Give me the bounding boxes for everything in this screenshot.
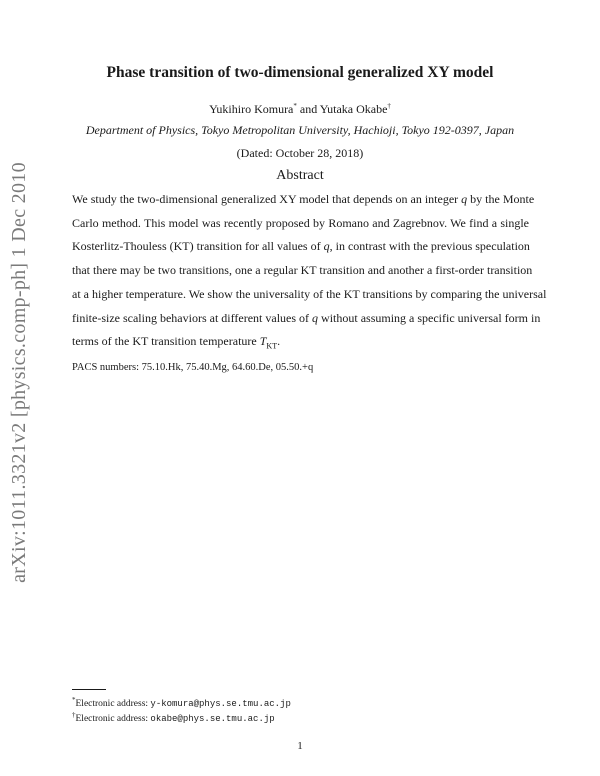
- footnote-2-mark: †: [72, 711, 76, 719]
- abstract-line: terms of the KT transition temperature $T_{KT}$.: [72, 334, 281, 351]
- footnote-okabe: [72, 711, 275, 724]
- arxiv-stamp: [4, 152, 34, 592]
- footnote-komura: [72, 696, 291, 709]
- footnote-mark-2: †: [387, 102, 391, 110]
- abstract-line: at a higher temperature. We show the universality of the KT transitions by comparing the universal: [72, 286, 547, 301]
- footnote-1-label: Electronic address:: [75, 699, 151, 710]
- paper-title: Phase transition of two-dimensional generalized XY model: [106, 64, 494, 81]
- affiliation: Department of Physics, Tokyo Metropolitan University, Hachioji, Tokyo 192-0397, Japan: [85, 123, 515, 137]
- page-number: 1: [297, 740, 303, 752]
- author-komura: Yukihiro Komura: [209, 102, 294, 116]
- footnote-2-label: Electronic address:: [75, 714, 151, 725]
- date-line: (Dated: October 28, 2018): [236, 146, 364, 160]
- footnote-1-mark: *: [72, 696, 76, 704]
- abstract-line: that there may be two transitions, one a regular KT transition and another a first-order transition: [72, 263, 533, 278]
- footnote-rule: [72, 689, 106, 690]
- abstract-line: finite-size scaling behaviors at different values of q without assuming a specific universal form in: [72, 310, 541, 325]
- abstract-line: We study the two-dimensional generalized XY model that depends on an integer q by the Monte: [72, 192, 535, 206]
- pacs-numbers: PACS numbers: 75.10.Hk, 75.40.Mg, 64.60.De, 05.50.+q: [72, 362, 314, 373]
- author-line: [0, 102, 600, 117]
- abstract-body: [72, 188, 547, 358]
- footnote-mark-1: *: [293, 102, 297, 110]
- footnote-2-email: okabe@phys.se.tmu.ac.jp: [150, 714, 275, 725]
- abstract-line: Kosterlitz-Thouless (KT) transition for all values of q, in contrast with the previous speculation: [72, 239, 530, 254]
- author-okabe: Yutaka Okabe: [319, 102, 388, 116]
- abstract-heading: Abstract: [276, 168, 324, 183]
- footnote-1-email: y-komura@phys.se.tmu.ac.jp: [150, 699, 291, 710]
- author-conjunction: and: [296, 102, 320, 116]
- abstract-line: Carlo method. This model was recently proposed by Romano and Zagrebnov. We find a single: [72, 215, 529, 230]
- arxiv-id: arXiv:1011.3321v2 [physics.comp-ph] 1 Dec 2010: [7, 161, 30, 583]
